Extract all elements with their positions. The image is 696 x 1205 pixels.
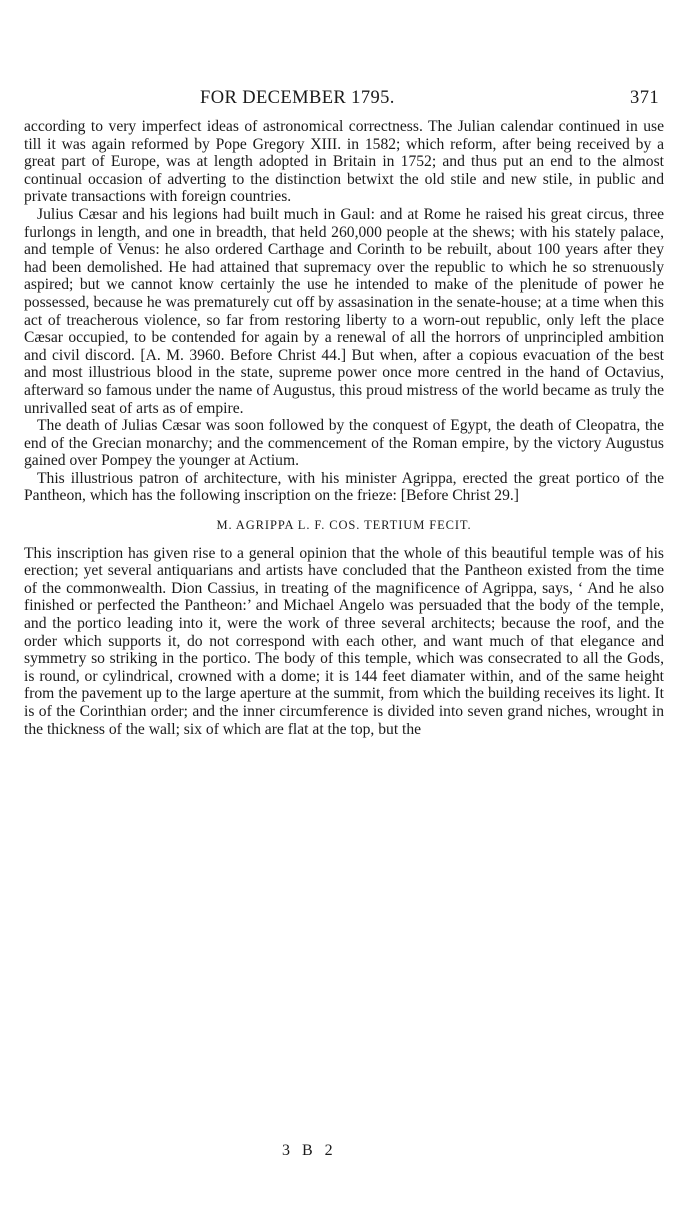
paragraph-agrippa: This illustrious patron of architecture, with his minister Agrippa, erected the great portico of the Pantheon, which has the following inscription on the frieze: [Before Christ 29.] (24, 469, 664, 505)
signature-mark: 3 B 2 (282, 1142, 337, 1159)
page-header (24, 88, 664, 118)
paragraph-calendar: according to very imperfect ideas of astronomical correctness. The Julian calendar continued in use till it was again reformed by Pope Gregory XIII. in 1582; which reform, after being received by a great part of Europe, was at length adopted in Britain in 1752; and thus put an end to the almost continual occasion of adverting to the distinction betwixt the old stile and new stile, in public and private transactions with foreign countries. (24, 118, 664, 206)
body-text (24, 118, 664, 738)
frieze-inscription: M. AGRIPPA L. F. COS. TERTIUM FECIT. (216, 518, 472, 533)
page-number: 371 (630, 88, 659, 108)
page (24, 88, 664, 738)
paragraph-death-of-caesar: The death of Julias Cæsar was soon followed by the conquest of Egypt, the death of Cleopatra, the end of the Grecian monarchy; and the commencement of the Roman empire, by the victory Augustus gained over Pompey the younger at Actium. (24, 417, 664, 470)
paragraph-pantheon: This inscription has given rise to a general opinion that the whole of this beautiful temple was of his erection; yet several antiquarians and artists have concluded that the Pantheon existed from the time of the commonwealth. Dion Cassius, in treating of the magnificence of Agrippa, says, ‘ And he also finished or perfected the Pantheon:’ and Michael Angelo was persuaded that the body of the temple, and the portico leading into it, were the work of three several architects; because the roof, and the order which supports it, do not correspond with each other, and want much of that elegance and symmetry so striking in the portico. The body of this temple, which was consecrated to all the Gods, is round, or cylindrical, crowned with a dome; it is 144 feet diamater within, and of the same height from the pavement up to the large aperture at the summit, from which the building receives its light. It is of the Corinthian order; and the inner circumference is divided into seven grand niches, wrought in the thickness of the wall; six of which are flat at the top, but the (24, 544, 664, 738)
paragraph-julius-caesar: Julius Cæsar and his legions had built much in Gaul: and at Rome he raised his great circus, three furlongs in length, and one in breadth, that held 260,000 people at the shews; with his stately palace, and temple of Venus: he also ordered Carthage and Corinth to be rebuilt, about 100 years after they had been demolished. He had attained that supremacy over the republic to which he so strenuously aspired; but we cannot know certainly the use he intended to make of the plenitude of power he possessed, because he was prematurely cut off by assasination in the senate-house; at a time when this act of treacherous violence, so far from restoring liberty to a worn-out republic, only left the place Cæsar occupied, to be contended for again by a renewal of all the horrors of unprincipled ambition and civil discord. [A. M. 3960. Before Christ 44.] But when, after a copious evacuation of the best and most illustrious blood in the state, supreme power once more centred in the hand of Octavius, afterward so famous under the name of Augustus, this proud mistress of the world became as truly the unrivalled seat of arts as of empire. (24, 205, 664, 417)
running-title: FOR DECEMBER 1795. (200, 88, 395, 108)
